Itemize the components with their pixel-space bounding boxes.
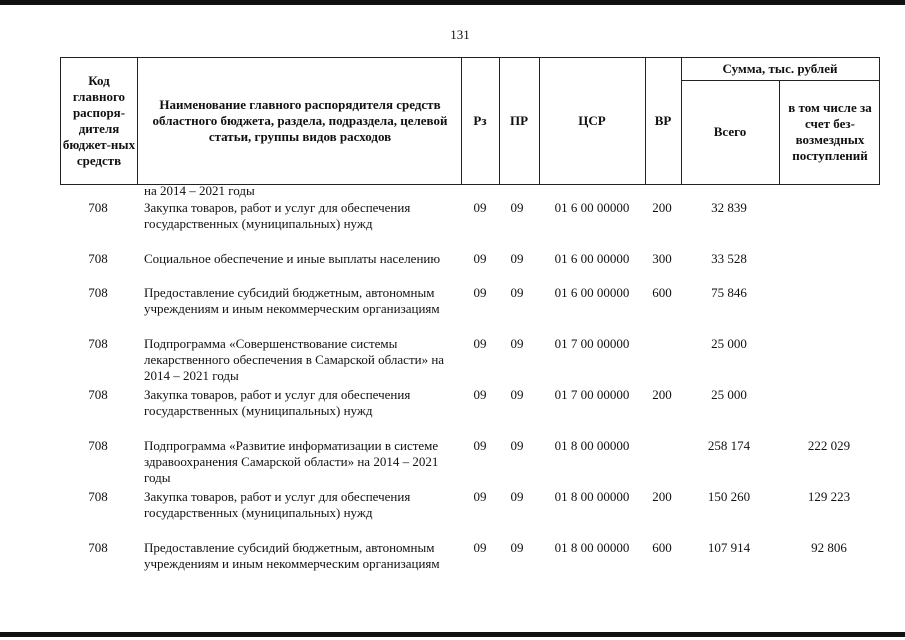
header-total: Всего [713, 124, 747, 139]
cell-total: 107 914 [707, 540, 751, 555]
cell-rz: 09 [473, 251, 487, 266]
cell-code: 708 [88, 251, 108, 266]
table-header [60, 57, 880, 185]
cell-pr: 09 [510, 336, 524, 351]
cell-total: 33 528 [711, 251, 747, 266]
cell-name: Социальное обеспечение и иные выплаты населению [144, 251, 441, 266]
page-top-border [0, 0, 905, 5]
cell-rz: 09 [473, 540, 487, 555]
cell-csr: 01 6 00 00000 [554, 200, 630, 215]
cell-total: 258 174 [707, 438, 751, 453]
cell-total: 150 260 [707, 489, 751, 504]
cell-name: Закупка товаров, работ и услуг для обеспечения государственных (муниципальных) нужд [144, 200, 411, 231]
page-number: 131 [450, 27, 470, 42]
cell-pr: 09 [510, 489, 524, 504]
cell-total: 75 846 [711, 285, 747, 300]
cell-rz: 09 [473, 438, 487, 453]
cell-free: 222 029 [807, 438, 851, 453]
cell-vr: 600 [652, 540, 672, 555]
cell-code: 708 [88, 285, 108, 300]
cell-name: Подпрограмма «Совершенствование системы лекарственного обеспечения в Самарской области» на 2014 – 2021 годы [144, 336, 445, 383]
header-name: Наименование главного распорядителя средств областного бюджета, раздела, подраздела, целевой статьи, группы видов расходов [152, 97, 448, 144]
cell-pr: 09 [510, 200, 524, 215]
cell-csr: 01 6 00 00000 [554, 285, 630, 300]
cell-rz: 09 [473, 489, 487, 504]
header-rz: Рз [473, 113, 487, 128]
cell-pr: 09 [510, 387, 524, 402]
continuation-text: на 2014 – 2021 годы [144, 183, 255, 198]
cell-total: 25 000 [711, 336, 747, 351]
cell-rz: 09 [473, 285, 487, 300]
cell-csr: 01 7 00 00000 [554, 387, 630, 402]
cell-vr: 200 [652, 387, 672, 402]
header-free: в том числе за счет без-возмездных поступлений [788, 100, 872, 163]
cell-pr: 09 [510, 438, 524, 453]
cell-vr: 600 [652, 285, 672, 300]
cell-code: 708 [88, 438, 108, 453]
cell-code: 708 [88, 540, 108, 555]
cell-name: Предоставление субсидий бюджетным, автономным учреждениям и иным некоммерческим организациям [144, 285, 440, 316]
cell-name: Предоставление субсидий бюджетным, автономным учреждениям и иным некоммерческим организациям [144, 540, 440, 571]
cell-code: 708 [88, 336, 108, 351]
cell-csr: 01 6 00 00000 [554, 251, 630, 266]
page-bottom-border [0, 632, 905, 637]
cell-rz: 09 [473, 336, 487, 351]
cell-pr: 09 [510, 285, 524, 300]
cell-pr: 09 [510, 251, 524, 266]
cell-total: 25 000 [711, 387, 747, 402]
cell-csr: 01 7 00 00000 [554, 336, 630, 351]
header-sum: Сумма, тыс. рублей [722, 61, 838, 76]
cell-csr: 01 8 00 00000 [554, 489, 630, 504]
cell-pr: 09 [510, 540, 524, 555]
cell-vr: 200 [652, 489, 672, 504]
cell-csr: 01 8 00 00000 [554, 540, 630, 555]
header-vr: ВР [654, 113, 672, 128]
cell-vr: 300 [652, 251, 672, 266]
cell-name: Подпрограмма «Развитие информатизации в системе здравоохранения Самарской области» на 2014 – 2021 годы [144, 438, 439, 485]
cell-code: 708 [88, 200, 108, 215]
cell-name: Закупка товаров, работ и услуг для обеспечения государственных (муниципальных) нужд [144, 387, 411, 418]
cell-vr: 200 [652, 200, 672, 215]
cell-code: 708 [88, 489, 108, 504]
header-csr: ЦСР [578, 113, 606, 128]
cell-free: 129 223 [807, 489, 851, 504]
cell-csr: 01 8 00 00000 [554, 438, 630, 453]
cell-code: 708 [88, 387, 108, 402]
cell-free: 92 806 [811, 540, 847, 555]
cell-name: Закупка товаров, работ и услуг для обеспечения государственных (муниципальных) нужд [144, 489, 411, 520]
header-pr: ПР [509, 113, 529, 128]
cell-rz: 09 [473, 200, 487, 215]
cell-rz: 09 [473, 387, 487, 402]
header-code: Код главного распоря-дителя бюджет-ных средств [62, 73, 136, 168]
cell-total: 32 839 [711, 200, 747, 215]
